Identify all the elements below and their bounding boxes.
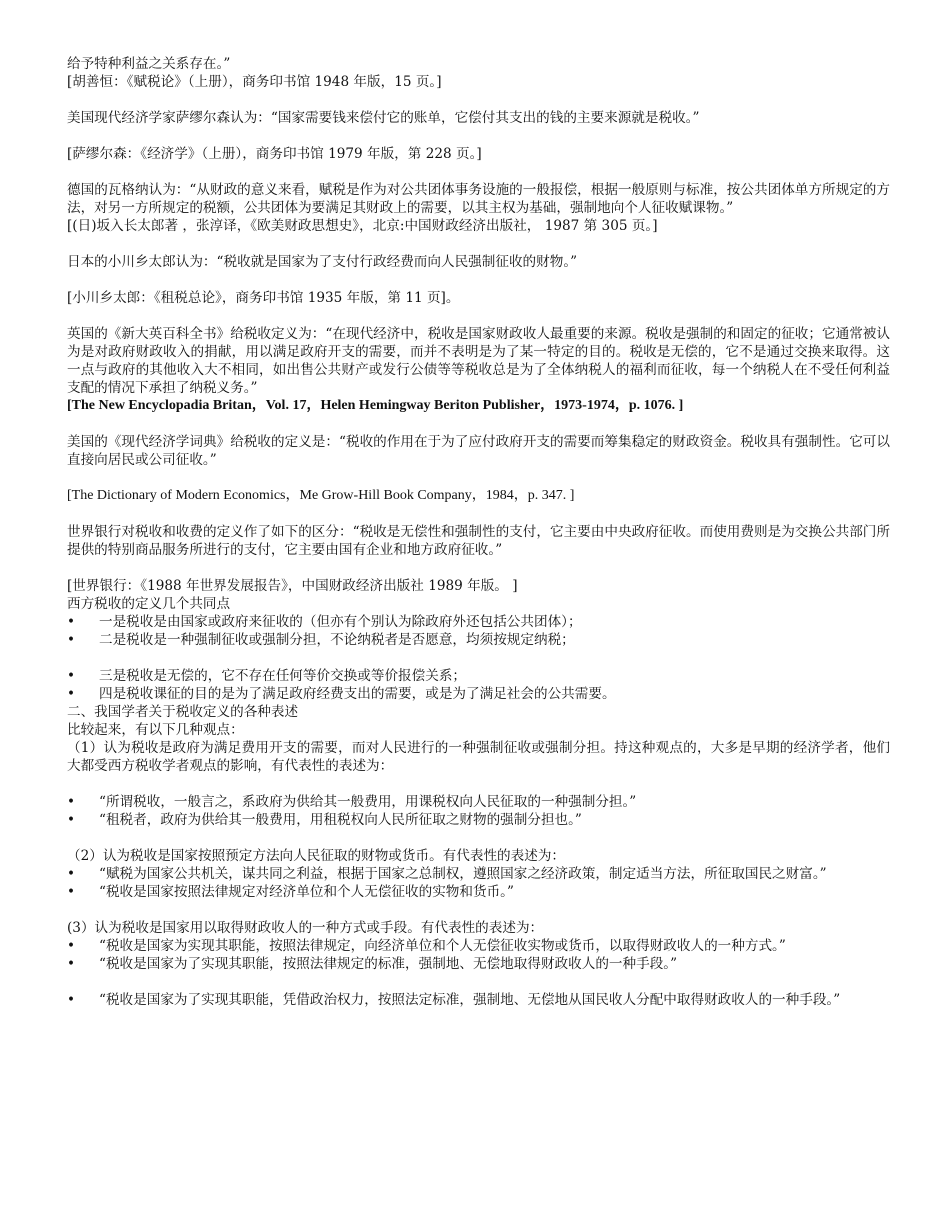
list-item: • “所谓税收，一般言之，系政府为供给其一般费用，用课税权向人民征取的一种强制分担。”: [67, 794, 637, 810]
list-item: • “税收是国家为了实现其职能，按照法律规定的标准，强制地、无偿地取得财政收人的一种手段。”: [67, 956, 678, 972]
citation-britannica: [The New Encyclopadia Britan，Vol. 17，Helen Hemingway Beriton Publisher，1973-1974，p. 1076. ]: [67, 398, 684, 413]
list-item: • 一是税收是由国家或政府来征收的（但亦有个别认为除政府外还包括公共团体）；: [67, 614, 582, 630]
paragraph-world-bank: 世界银行对税收和收费的定义作了如下的区分：“税收是无偿性和强制性的支付，它主要由中央政府征收。而使用费则是为交换公共部门所提供的特别商品服务所进行的支付，它主要由国有企业和地方政府征收。”: [67, 524, 890, 558]
citation-hu-shanheng: [胡善恒：《赋税论》（上册），商务印书馆 1948 年版，15 页。]: [67, 74, 442, 90]
list-item: • “税收是国家为了实现其职能，凭借政治权力，按照法定标准，强制地、无偿地从国民收人分配中取得财政收人的一种手段。”: [67, 992, 841, 1008]
paragraph-comparison-intro: 比较起来，有以下几种观点：: [67, 722, 244, 738]
citation-world-bank: [世界银行：《1988 年世界发展报告》，中国财政经济出版社 1989 年版。 ]: [67, 578, 518, 594]
paragraph-modern-economics-dictionary: 美国的《现代经济学词典》给税收的定义是：“税收的作用在于为了应付政府开支的需要而筹集稳定的财政资金。税收具有强制性。它可以直接向居民或公司征收。”: [67, 434, 890, 468]
list-item: • “赋税为国家公共机关，谋共同之利益，根据于国家之总制权，遵照国家之经济政策，制定适当方法，所征取国民之财富。”: [67, 866, 827, 882]
paragraph-view-3: (3）认为税收是国家用以取得财政收人的一种方式或手段。有代表性的表述为：: [67, 920, 544, 936]
list-item: • 三是税收是无偿的，它不存在任何等价交换或等价报偿关系；: [67, 668, 467, 684]
heading-western-common-points: 西方税收的定义几个共同点: [67, 596, 231, 612]
paragraph-britannica: 英国的《新大英百科全书》给税收定义为：“在现代经济中，税收是国家财政收人最重要的来源。税收是强制的和固定的征收；它通常被认为是对政府财政收入的捐献，用以满足政府开支的需要，而并不表明是为了某一特定的目的。税收是无偿的，它不是通过交换来取得。这一点与政府的其他收入大不相同，如出售公共财产或发行公债等等税收总是为了全体纳税人的福利而征收，每一个纳税人在不受任何利益支配的情况下承担了纳税义务。”: [67, 326, 890, 396]
list-item: • 四是税收课征的目的是为了满足政府经费支出的需要，或是为了满足社会的公共需要。: [67, 686, 616, 702]
citation-sakairi: [(日)坂入长太郎著 ，张淳译，《欧美财政思想史》，北京:中国财政经济出版社， 1987 第 305 页。]: [67, 218, 658, 234]
list-item: • “税收是国家按照法律规定对经济单位和个人无偿征收的实物和货币。”: [67, 884, 514, 900]
paragraph-samuelson: 美国现代经济学家萨缪尔森认为：“国家需要钱来偿付它的账单，它偿付其支出的钱的主要来源就是税收。”: [67, 110, 700, 126]
paragraph-view-2: （2）认为税收是国家按照预定方法向人民征取的财物或货币。有代表性的表述为：: [67, 848, 566, 864]
paragraph-view-1: （1）认为税收是政府为满足费用开支的需要，而对人民进行的一种强制征收或强制分担。持这种观点的，大多是早期的经济学者，他们大都受西方税收学者观点的影响，有代表性的表述为：: [67, 740, 890, 774]
paragraph-continuation: 给予特种利益之关系存在。”: [67, 56, 231, 72]
citation-samuelson: [萨缪尔森：《经济学》（上册），商务印书馆 1979 年版，第 228 页。]: [67, 146, 482, 162]
list-item: • “租税者，政府为供给其一般费用，用租税权向人民所征取之财物的强制分担也。”: [67, 812, 582, 828]
citation-ogawa: [小川乡太郎：《租税总论》，商务印书馆 1935 年版，第 11 页]。: [67, 290, 460, 306]
paragraph-wagner: 德国的瓦格纳认为：“从财政的意义来看，赋税是作为对公共团体事务设施的一般报偿，根据一般原则与标准，按公共团体单方所规定的方法，对另一方所规定的税额，公共团体为要满足其财政上的需要，以其主权为基础，强制地向个人征收赋课物。”: [67, 182, 890, 216]
heading-chinese-scholars: 二、我国学者关于税收定义的各种表述: [67, 704, 299, 720]
paragraph-ogawa: 日本的小川乡太郎认为：“税收就是国家为了支付行政经费而向人民强制征收的财物。”: [67, 254, 578, 270]
citation-modern-economics-dictionary: [The Dictionary of Modern Economics，Me Grow-Hill Book Company，1984，p. 347. ]: [67, 488, 575, 503]
list-item: • 二是税收是一种强制征收或强制分担，不论纳税者是否愿意，均须按规定纳税；: [67, 632, 575, 648]
list-item: • “税收是国家为实现其职能，按照法律规定，向经济单位和个人无偿征收实物或货币，以取得财政收人的一种方式。”: [67, 938, 786, 954]
